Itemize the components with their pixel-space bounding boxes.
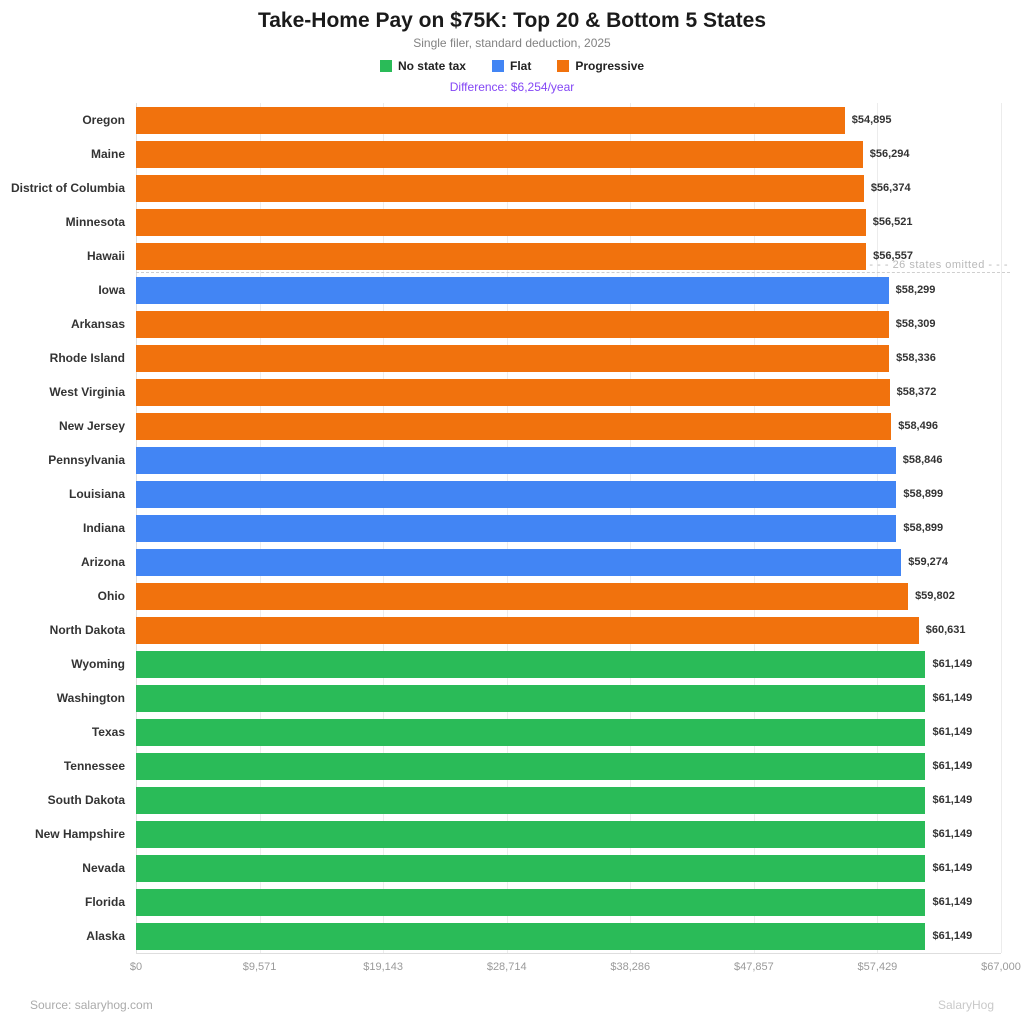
bar-track bbox=[136, 685, 1001, 712]
bar-value-label: $61,149 bbox=[932, 862, 973, 874]
chart-row-iowa bbox=[0, 273, 1024, 307]
bar-value-label: $56,294 bbox=[869, 148, 910, 160]
bar bbox=[136, 685, 925, 712]
bar bbox=[136, 583, 908, 610]
bar bbox=[136, 141, 863, 168]
x-axis-tick: $28,714 bbox=[486, 961, 527, 973]
bar-value-label: $61,149 bbox=[932, 828, 973, 840]
state-label: Wyoming bbox=[71, 657, 125, 671]
legend-item-0 bbox=[380, 59, 466, 73]
bar-track bbox=[136, 923, 1001, 950]
state-label: Louisiana bbox=[68, 487, 125, 501]
bar bbox=[136, 889, 925, 916]
bar-track bbox=[136, 787, 1001, 814]
chart-row-pennsylvania bbox=[0, 443, 1024, 477]
bar-track bbox=[136, 413, 1001, 440]
chart-row-florida bbox=[0, 885, 1024, 919]
bar-value-label: $58,899 bbox=[903, 488, 944, 500]
bar bbox=[136, 209, 866, 236]
chart-row-arizona bbox=[0, 545, 1024, 579]
bar-value-label: $54,895 bbox=[851, 114, 892, 126]
omitted-states-separator bbox=[136, 259, 1010, 273]
legend-label: Progressive bbox=[575, 59, 645, 73]
bar-track bbox=[136, 481, 1001, 508]
state-label: Washington bbox=[56, 691, 125, 705]
chart-rows bbox=[0, 103, 1024, 953]
bar-track bbox=[136, 617, 1001, 644]
chart-title: Take-Home Pay on $75K: Top 20 & Bottom 5 States bbox=[257, 9, 766, 32]
chart-footer bbox=[30, 998, 994, 1012]
bar bbox=[136, 549, 901, 576]
bar-value-label: $59,802 bbox=[915, 590, 955, 602]
bar-value-label: $59,274 bbox=[908, 556, 949, 568]
bar bbox=[136, 413, 891, 440]
bar-track bbox=[136, 141, 1001, 168]
x-axis-tick: $9,571 bbox=[242, 961, 277, 973]
bar bbox=[136, 481, 896, 508]
state-label: Rhode Island bbox=[49, 351, 125, 365]
legend-label: No state tax bbox=[397, 59, 466, 73]
bar-track bbox=[136, 889, 1001, 916]
state-label: Alaska bbox=[86, 929, 125, 943]
bar-value-label: $61,149 bbox=[932, 896, 973, 908]
state-label: Arkansas bbox=[70, 317, 125, 331]
bar-value-label: $58,899 bbox=[903, 522, 944, 534]
bar-chart bbox=[0, 103, 1024, 973]
bar-value-label: $58,309 bbox=[895, 318, 936, 330]
bar bbox=[136, 175, 864, 202]
chart-row-indiana bbox=[0, 511, 1024, 545]
bar bbox=[136, 719, 925, 746]
chart-row-arkansas bbox=[0, 307, 1024, 341]
bar-value-label: $61,149 bbox=[932, 726, 973, 738]
legend-label: Flat bbox=[509, 59, 532, 73]
chart-row-wyoming bbox=[0, 647, 1024, 681]
state-label: Iowa bbox=[98, 283, 125, 297]
bar bbox=[136, 855, 925, 882]
bar-track bbox=[136, 821, 1001, 848]
legend-swatch-icon bbox=[492, 60, 504, 72]
bar-value-label: $56,521 bbox=[872, 216, 913, 228]
bar-track bbox=[136, 447, 1001, 474]
state-label: Pennsylvania bbox=[48, 453, 125, 467]
state-label: North Dakota bbox=[49, 623, 125, 637]
bar bbox=[136, 651, 925, 678]
bar bbox=[136, 447, 896, 474]
chart-row-new-hampshire bbox=[0, 817, 1024, 851]
bar bbox=[136, 787, 925, 814]
state-label: New Hampshire bbox=[34, 827, 125, 841]
bar-track bbox=[136, 651, 1001, 678]
state-label: Hawaii bbox=[86, 249, 125, 263]
bar bbox=[136, 821, 925, 848]
state-label: Arizona bbox=[80, 555, 125, 569]
bar-track bbox=[136, 379, 1001, 406]
x-axis-tick: $19,143 bbox=[363, 961, 404, 973]
chart-row-maine bbox=[0, 137, 1024, 171]
bar-track bbox=[136, 753, 1001, 780]
chart-row-north-dakota bbox=[0, 613, 1024, 647]
x-axis-tick: $47,857 bbox=[733, 961, 774, 973]
source-credit: Source: salaryhog.com bbox=[30, 998, 153, 1012]
bar bbox=[136, 617, 919, 644]
state-label: Ohio bbox=[97, 589, 125, 603]
bar-track bbox=[136, 549, 1001, 576]
bar-track bbox=[136, 719, 1001, 746]
bar bbox=[136, 107, 845, 134]
chart-subtitle: Single filer, standard deduction, 2025 bbox=[413, 36, 611, 50]
state-label: Indiana bbox=[82, 521, 125, 535]
state-label: Oregon bbox=[82, 113, 125, 127]
bar-track bbox=[136, 175, 1001, 202]
chart-row-nevada bbox=[0, 851, 1024, 885]
bar-value-label: $60,631 bbox=[925, 624, 966, 636]
chart-row-louisiana bbox=[0, 477, 1024, 511]
state-label: Maine bbox=[90, 147, 125, 161]
bar-track bbox=[136, 277, 1001, 304]
bar-track bbox=[136, 209, 1001, 236]
bar-value-label: $56,557 bbox=[873, 250, 913, 262]
x-axis-tick: $0 bbox=[129, 961, 143, 973]
chart-row-alaska bbox=[0, 919, 1024, 953]
bar-value-label: $58,846 bbox=[902, 454, 943, 466]
state-label: Tennessee bbox=[63, 759, 125, 773]
chart-row-district-of-columbia bbox=[0, 171, 1024, 205]
chart-row-rhode-island bbox=[0, 341, 1024, 375]
bar-track bbox=[136, 107, 1001, 134]
bar-value-label: $58,336 bbox=[896, 352, 936, 364]
legend-swatch-icon bbox=[557, 60, 569, 72]
state-label: South Dakota bbox=[47, 793, 125, 807]
bar-track bbox=[136, 515, 1001, 542]
bar-value-label: $58,372 bbox=[896, 386, 937, 398]
state-label: Minnesota bbox=[65, 215, 125, 229]
chart-legend bbox=[0, 59, 1024, 73]
bar bbox=[136, 345, 889, 372]
bar bbox=[136, 379, 890, 406]
state-label: New Jersey bbox=[58, 419, 125, 433]
x-axis bbox=[129, 953, 1021, 983]
chart-header bbox=[0, 0, 1024, 94]
x-axis-tick: $57,429 bbox=[857, 961, 898, 973]
bar-track bbox=[136, 855, 1001, 882]
bar-value-label: $58,496 bbox=[898, 420, 938, 432]
chart-row-washington bbox=[0, 681, 1024, 715]
bar bbox=[136, 923, 925, 950]
brand-watermark: SalaryHog bbox=[937, 998, 994, 1012]
chart-row-new-jersey bbox=[0, 409, 1024, 443]
bar-track bbox=[136, 345, 1001, 372]
legend-item-1 bbox=[492, 59, 531, 73]
omitted-states-note: - - - 26 states omitted - - - bbox=[869, 259, 1008, 271]
chart-row-south-dakota bbox=[0, 783, 1024, 817]
state-label: West Virginia bbox=[49, 385, 125, 399]
state-label: District of Columbia bbox=[10, 181, 125, 195]
legend-swatch-icon bbox=[380, 60, 392, 72]
bar-track bbox=[136, 583, 1001, 610]
bar-track bbox=[136, 311, 1001, 338]
bar bbox=[136, 277, 889, 304]
x-axis-tick: $67,000 bbox=[981, 961, 1021, 973]
bar-value-label: $61,149 bbox=[932, 794, 973, 806]
bar-value-label: $58,299 bbox=[895, 284, 936, 296]
bar bbox=[136, 515, 896, 542]
chart-row-west-virginia bbox=[0, 375, 1024, 409]
state-label: Nevada bbox=[82, 861, 125, 875]
bar-value-label: $61,149 bbox=[932, 692, 973, 704]
bar-value-label: $61,149 bbox=[932, 658, 973, 670]
chart-row-texas bbox=[0, 715, 1024, 749]
bar bbox=[136, 243, 866, 270]
chart-row-oregon bbox=[0, 103, 1024, 137]
bar bbox=[136, 753, 925, 780]
bar-value-label: $61,149 bbox=[932, 930, 973, 942]
state-label: Florida bbox=[84, 895, 125, 909]
bar bbox=[136, 311, 889, 338]
bar-value-label: $56,374 bbox=[870, 182, 911, 194]
bar-value-label: $61,149 bbox=[932, 760, 973, 772]
chart-row-ohio bbox=[0, 579, 1024, 613]
chart-row-tennessee bbox=[0, 749, 1024, 783]
chart-row-minnesota bbox=[0, 205, 1024, 239]
difference-annotation: Difference: $6,254/year bbox=[449, 80, 575, 94]
legend-item-2 bbox=[557, 59, 644, 73]
state-label: Texas bbox=[91, 725, 125, 739]
x-axis-tick: $38,286 bbox=[610, 961, 651, 973]
